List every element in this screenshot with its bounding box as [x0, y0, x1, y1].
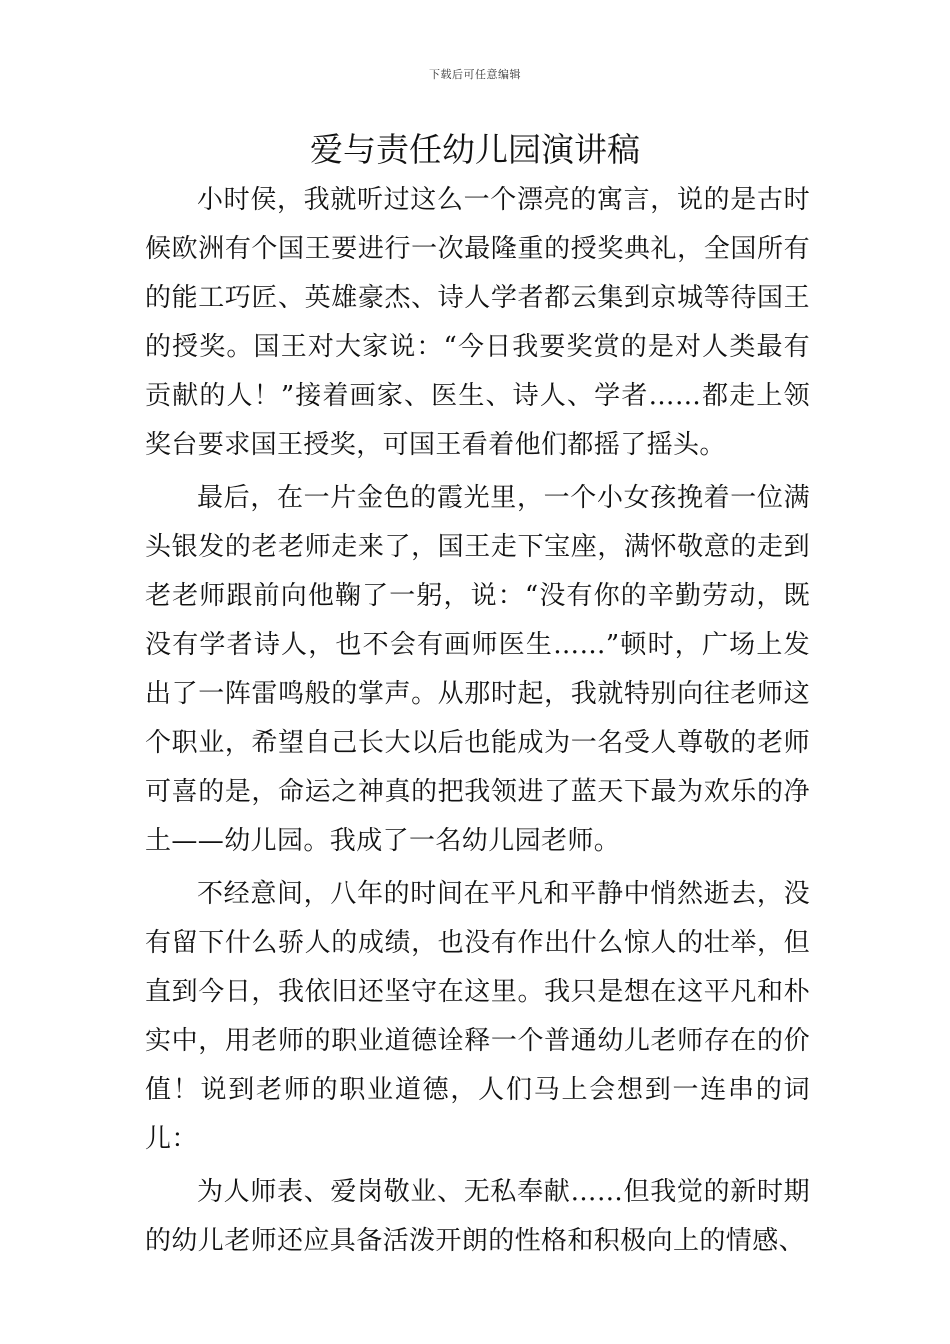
paragraph: 不经意间，八年的时间在平凡和平静中悄然逝去，没有留下什么骄人的成绩，也没有作出什么惊人的壮举，但直到今日，我依旧还坚守在这里。我只是想在这平凡和朴实中，用老师的职业道德诠释一个普通幼儿老师存在的价值！说到老师的职业道德，人们马上会想到一连串的词儿：	[145, 879, 810, 1154]
paragraph: 最后，在一片金色的霞光里，一个小女孩挽着一位满头银发的老老师走来了，国王走下宝座，满怀敬意的走到老老师跟前向他鞠了一躬，说：“没有你的辛勤劳动，既没有学者诗人，也不会有画师医生……”顿时，广场上发出了一阵雷鸣般的掌声。从那时起，我就特别向往老师这个职业，希望自己长大以后也能成为一名受人尊敬的老师可喜的是，命运之神真的把我领进了蓝天下最为欢乐的净土——幼儿园。我成了一名幼儿园老师。	[145, 483, 810, 856]
document-title: 爱与责任幼儿园演讲稿	[310, 130, 640, 169]
paragraph: 为人师表、爱岗敬业、无私奉献……但我觉的新时期的幼儿老师还应具备活泼开朗的性格和积极向上的情感、	[145, 1177, 810, 1256]
document-body	[145, 176, 810, 1270]
paragraph: 小时侯，我就听过这么一个漂亮的寓言，说的是古时候欧洲有个国王要进行一次最隆重的授奖典礼，全国所有的能工巧匠、英雄豪杰、诗人学者都云集到京城等待国王的授奖。国王对大家说：“今日我要奖赏的是对人类最有贡献的人！”接着画家、医生、诗人、学者……都走上领奖台要求国王授奖，可国王看着他们都摇了摇头。	[145, 185, 810, 460]
header-note: 下载后可任意编辑	[429, 68, 521, 81]
